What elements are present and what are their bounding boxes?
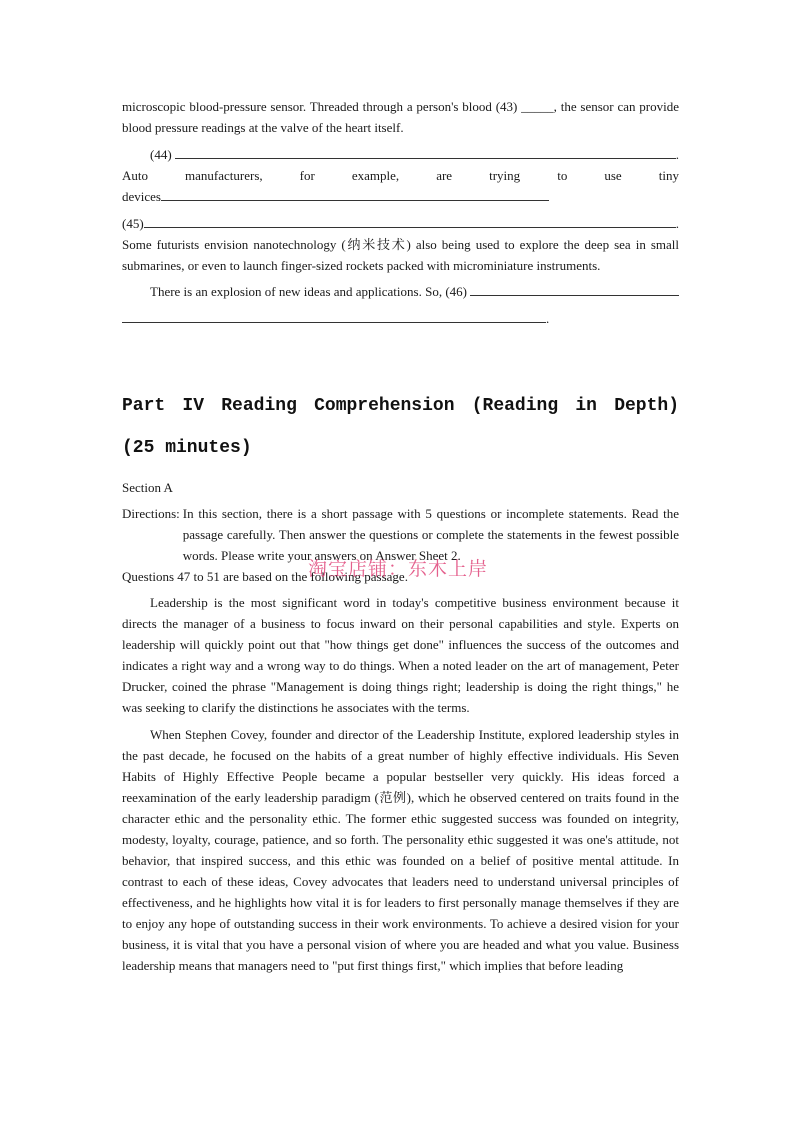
auto-line-word: for [299, 168, 315, 183]
paragraph-futurists: Some futurists envision nanotechnology (纳米技术) also being used to explore the deep sea in small submarines, or even to launch finger-sized rockets packed with microminiature instruments. [122, 237, 679, 273]
auto-line-word: Auto [122, 168, 148, 183]
answer-blank-44[interactable] [175, 144, 676, 159]
answer-blank-devices[interactable] [161, 186, 549, 201]
directions-block [122, 503, 679, 566]
part-heading: Part IV Reading Comprehension (Reading in Depth) (25 minutes) [122, 396, 679, 458]
auto-line-word: trying [489, 168, 521, 183]
auto-line-word: use [604, 168, 622, 183]
auto-manufacturers-line [122, 165, 679, 186]
answer-blank-45[interactable] [144, 213, 676, 228]
auto-line-word: example, [351, 168, 400, 183]
answer-blank-46-continued[interactable] [122, 308, 546, 323]
document-page [122, 96, 679, 976]
question-44-number: (44) [150, 147, 172, 162]
paragraph-sensor: microscopic blood-pressure sensor. Threaded through a person's blood (43) _____, the sensor can provide blood pressure readings at the valve of the heart itself. [122, 99, 679, 135]
question-44-line: (44) . [122, 144, 679, 165]
question-45-number: (45) [122, 216, 144, 231]
auto-line-word: are [436, 168, 453, 183]
auto-line-word: tiny [658, 168, 679, 183]
questions-intro: Questions 47 to 51 are based on the following passage. [122, 569, 408, 584]
directions-text: In this section, there is a short passage with 5 questions or incomplete statements. Read the passage carefully. Then answer the questions or complete the statements in the fewest possible words. Please write your answers on Answer Sheet 2. [182, 506, 679, 563]
passage-paragraph-2: When Stephen Covey, founder and director of the Leadership Institute, explored leadership styles in the past decade, he focused on the habits of a great number of highly effective individuals. His Seven Habits of Highly Effective People became a popular bestseller very quickly. His ideas forced a reexamination of the early leadership paradigm (范例), which he observed centered on traits found in the character ethic and the personality ethic. The former ethic suggested success was founded on integrity, modesty, loyalty, courage, patience, and so forth. The personality ethic suggested it was one's attitude, not behavior, that inspired success, and this ethic was founded on a belief of positive mental attitude. In contrast to each of these ideas, Covey advocates that leaders need to understand universal principles of effectiveness, and he highlights how vital it is for leaders to first personally manage themselves if they are to enjoy any hope of outstanding success in their work environments. To achieve a desired vision for your business, it is vital that you have a personal vision of where you are headed and what you value. Business leadership means that managers need to "put first things first," which implies that before leading [122, 727, 679, 973]
question-46-line [122, 281, 679, 302]
devices-line [122, 186, 679, 207]
auto-line-word: to [557, 168, 568, 183]
directions-label: Directions: [122, 506, 180, 521]
answer-blank-46[interactable] [470, 281, 679, 296]
question-45-line: (45) . [122, 213, 679, 234]
shop-watermark: 淘宝店铺：东木上岸 [308, 558, 489, 580]
section-label: Section A [122, 480, 173, 495]
passage-paragraph-1: Leadership is the most significant word in today's competitive business environment because it directs the manager of a business to focus inward on their personal capabilities and style. Experts on leadership will quickly point out that "how things get done" influences the success of the outcomes and indicates a right way and a wrong way to do things. When a noted leader on the art of management, Peter Drucker, coined the phrase "Management is doing things right; leadership is doing the right things," he was seeking to clarify the distinctions he associates with the terms. [122, 595, 679, 715]
auto-line-word: manufacturers, [185, 168, 263, 183]
question-46-continuation: . [122, 308, 679, 329]
paragraph-explosion: There is an explosion of new ideas and applications. So, (46) [150, 284, 467, 299]
devices-word: devices [122, 189, 161, 204]
